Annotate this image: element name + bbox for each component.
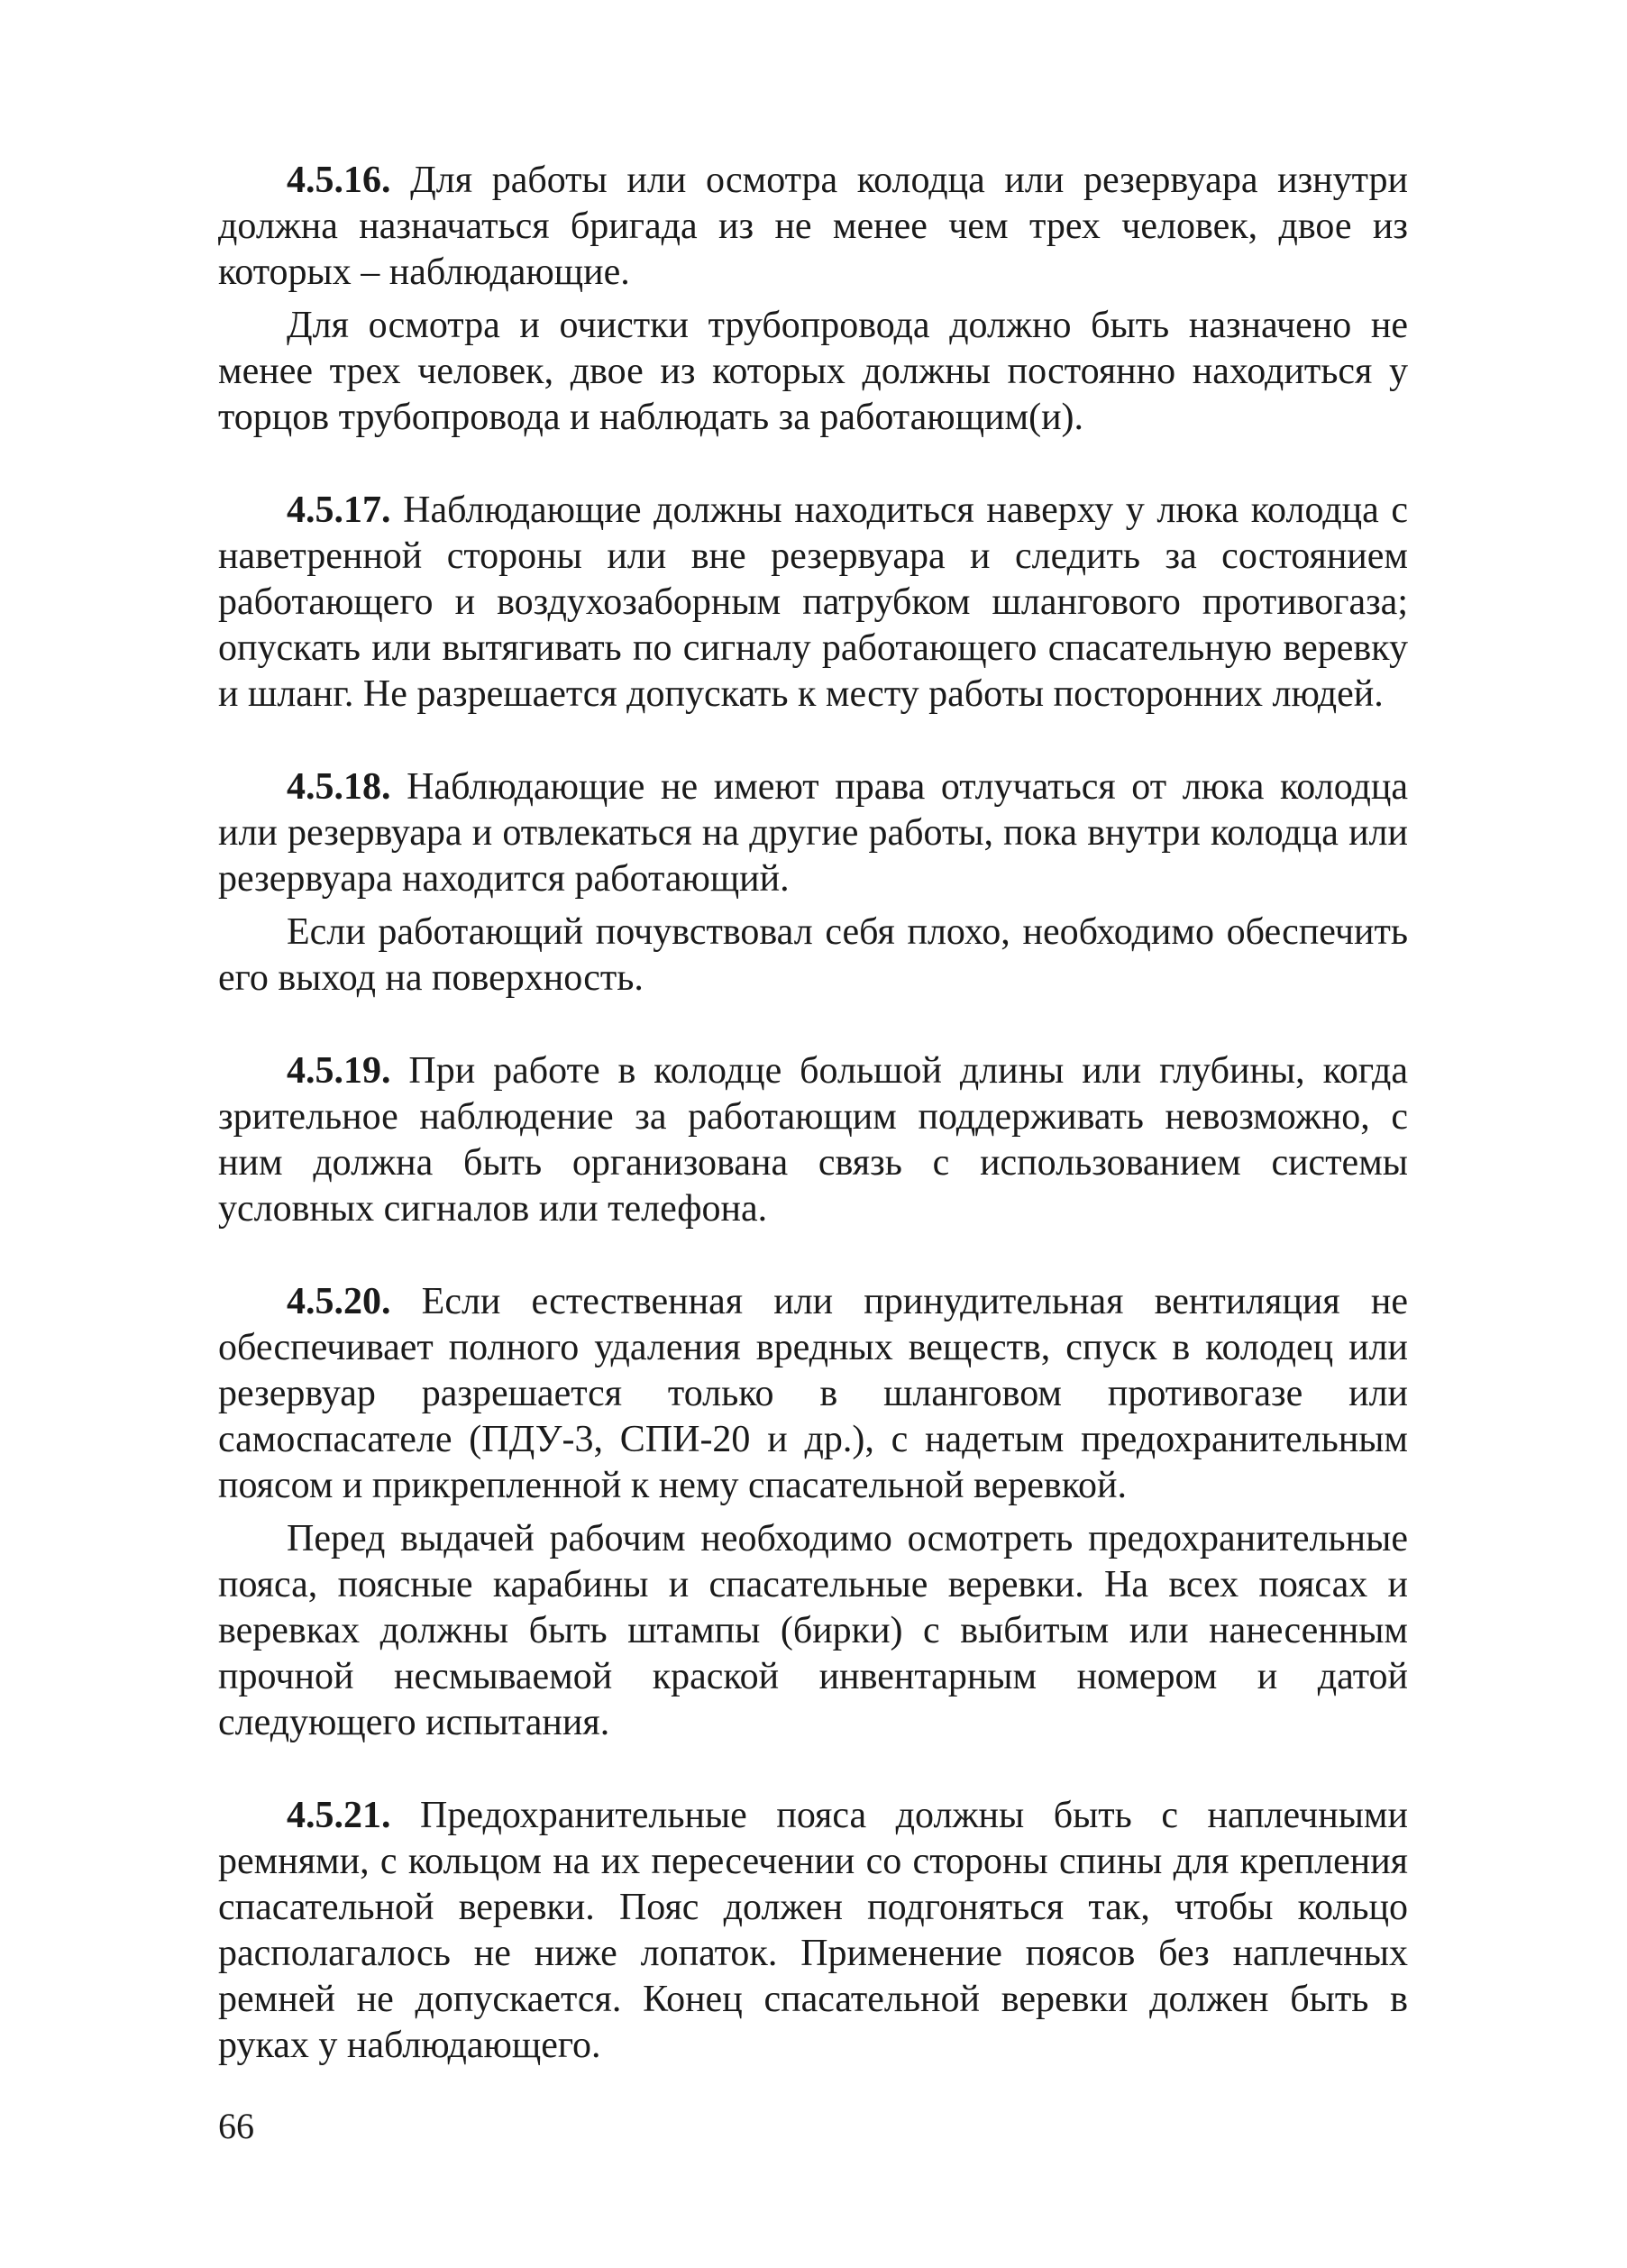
clause-number: 4.5.19. <box>287 1050 391 1092</box>
paragraph <box>218 1048 1408 1232</box>
clause-number: 4.5.17. <box>287 489 391 531</box>
clause-text: Наблюдающие должны находиться наверху у люка колодца с наветренной стороны или вне резервуара и следить за состоянием работающего и воздухозаборным патрубком шлангового противогаза; опускать или вытягивать по сигналу работающего спасательную веревку и шланг. Не разрешается допускать к месту работы посторонних людей. <box>218 489 1408 715</box>
clause-number: 4.5.21. <box>287 1795 391 1836</box>
section-4-5-20 <box>218 1279 1408 1746</box>
document-page <box>218 158 1408 2116</box>
clause-text: Для работы или осмотра колодца или резервуара изнутри должна назначаться бригада из не менее чем трех человек, двое из которых – наблюдающие. <box>218 160 1408 293</box>
page-number: 66 <box>218 2106 254 2146</box>
paragraph <box>218 1279 1408 1509</box>
clause-text: Если естественная или принудительная вентиляция не обеспечивает полного удаления вредных веществ, спуск в колодец или резервуар разрешается только в шланговом противогазе или самоспасателе (ПДУ-3, СПИ-20 и др.), с надетым предохранительным поясом и прикрепленной к нему спасательной веревкой. <box>218 1281 1408 1506</box>
paragraph <box>218 1793 1408 2069</box>
clause-number: 4.5.16. <box>287 160 391 201</box>
paragraph <box>218 158 1408 296</box>
clause-number: 4.5.18. <box>287 766 391 808</box>
paragraph <box>218 764 1408 902</box>
paragraph: Если работающий почувствовал себя плохо, необходимо обеспечить его выход на поверхность. <box>218 911 1408 999</box>
paragraph: Перед выдачей рабочим необходимо осмотреть предохранительные пояса, поясные карабины и спасательные веревки. На всех поясах и веревках должны быть штампы (бирки) с выбитым или нанесенным прочной несмываемой краской инвентарным номером и датой следующего испытания. <box>218 1518 1408 1743</box>
clause-text: При работе в колодце большой длины или глубины, когда зрительное наблюдение за работающим поддерживать невозможно, с ним должна быть организована связь с использованием системы условных сигналов или телефона. <box>218 1050 1408 1230</box>
section-4-5-21 <box>218 1793 1408 2069</box>
paragraph <box>218 488 1408 718</box>
clause-number: 4.5.20. <box>287 1281 391 1322</box>
clause-text: Наблюдающие не имеют права отлучаться от люка колодца или резервуара и отвлекаться на другие работы, пока внутри колодца или резервуара находится работающий. <box>218 766 1408 900</box>
paragraph: Для осмотра и очистки трубопровода должно быть назначено не менее трех человек, двое из которых должны постоянно находиться у торцов трубопровода и наблюдать за работающим(и). <box>218 305 1408 438</box>
section-4-5-16 <box>218 158 1408 441</box>
clause-text: Предохранительные пояса должны быть с наплечными ремнями, с кольцом на их пересечении со стороны спины для крепления спасательной веревки. Пояс должен подгоняться так, чтобы кольцо располагалось не ниже лопаток. Применение поясов без наплечных ремней не допускается. Конец спасательной веревки должен быть в руках у наблюдающего. <box>218 1795 1408 2066</box>
section-4-5-19 <box>218 1048 1408 1232</box>
section-4-5-18 <box>218 764 1408 1001</box>
section-4-5-17 <box>218 488 1408 718</box>
